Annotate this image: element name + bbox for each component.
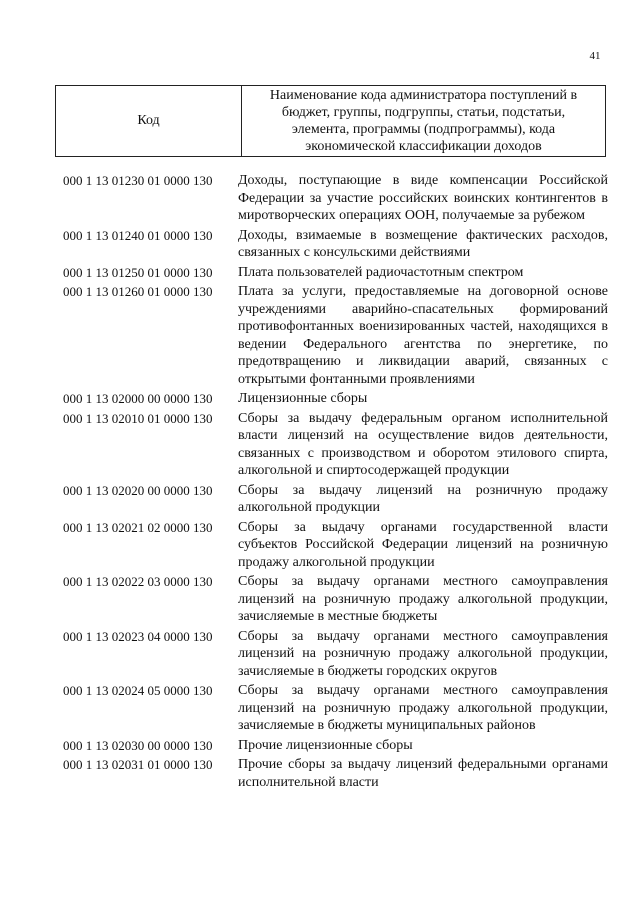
classification-table (63, 172, 608, 793)
table-row (63, 737, 608, 755)
table-row (63, 573, 608, 626)
row-code: 000 1 13 02020 00 0000 130 (63, 482, 213, 498)
row-code: 000 1 13 01230 01 0000 130 (63, 173, 213, 188)
row-description: Сборы за выдачу органами государственной власти субъектов Российской Федерации лицензий на розничную продажу алкогольной продукции (238, 519, 608, 570)
table-row (63, 172, 608, 225)
row-description: Сборы за выдачу федеральным органом исполнительной власти лицензий на осуществление видов деятельности, связанных с производством и оборотом этилового спирта, алкогольной и спиртосодержащей продукции (238, 410, 608, 478)
row-code: 000 1 13 02021 02 0000 130 (63, 519, 213, 535)
table-row (63, 390, 608, 408)
table-row (63, 410, 608, 480)
table-row (63, 283, 608, 388)
row-description: Лицензионные сборы (238, 391, 368, 406)
row-description: Плата за услуги, предоставляемые на договорной основе учреждениями аварийно-спасательных формирований противофонтанных военизированных частей, находящихся в ведении Федерального агентства по энергетике, по предотвращению и ликвидации аварий, связанных с открытыми фонтанными проявлениями (238, 284, 608, 387)
row-code: 000 1 13 02023 04 0000 130 (63, 628, 213, 644)
row-code: 000 1 13 02000 00 0000 130 (63, 391, 213, 406)
header-name-cell: Наименование кода администратора поступлений в бюджет, группы, подгруппы, статьи, подстатьи, элемента, программы (подпрограммы), кода экономической классификации доходов (269, 88, 578, 154)
row-code: 000 1 13 01260 01 0000 130 (63, 284, 213, 299)
table-row (63, 756, 608, 791)
table-row (63, 482, 608, 517)
table-row (63, 628, 608, 681)
row-description: Сборы за выдачу лицензий на розничную продажу алкогольной продукции (238, 482, 608, 515)
row-code: 000 1 13 01250 01 0000 130 (63, 264, 213, 280)
row-code: 000 1 13 02031 01 0000 130 (63, 757, 213, 772)
table-row (63, 264, 608, 282)
row-code: 000 1 13 02010 01 0000 130 (63, 410, 213, 426)
row-description: Прочие сборы за выдачу лицензий федеральными органами исполнительной власти (238, 757, 608, 790)
row-description: Сборы за выдачу органами местного самоуправления лицензий на розничную продажу алкогольной продукции, зачисляемые в бюджеты городских округов (238, 628, 608, 679)
row-description: Сборы за выдачу органами местного самоуправления лицензий на розничную продажу алкогольной продукции, зачисляемые в бюджеты муниципальных районов (238, 683, 608, 733)
table-row (63, 682, 608, 735)
table-row (63, 519, 608, 572)
row-code: 000 1 13 02030 00 0000 130 (63, 737, 213, 753)
header-code-cell: Код (56, 86, 242, 156)
row-description: Плата пользователей радиочастотным спектром (238, 264, 524, 280)
table-row (63, 227, 608, 262)
row-description: Доходы, поступающие в виде компенсации Российской Федерации за участие российских воинских контингентов в миротворческих операциях ООН, получаемые за рубежом (238, 173, 608, 223)
table-header (55, 85, 606, 157)
row-code: 000 1 13 02022 03 0000 130 (63, 574, 213, 589)
row-code: 000 1 13 01240 01 0000 130 (63, 227, 213, 243)
row-description: Сборы за выдачу органами местного самоуправления лицензий на розничную продажу алкогольной продукции, зачисляемые в местные бюджеты (238, 574, 608, 624)
page-number: 41 (589, 50, 601, 62)
row-description: Доходы, взимаемые в возмещение фактических расходов, связанных с консульскими действиями (238, 227, 608, 260)
row-code: 000 1 13 02024 05 0000 130 (63, 683, 213, 698)
row-description: Прочие лицензионные сборы (238, 737, 413, 753)
